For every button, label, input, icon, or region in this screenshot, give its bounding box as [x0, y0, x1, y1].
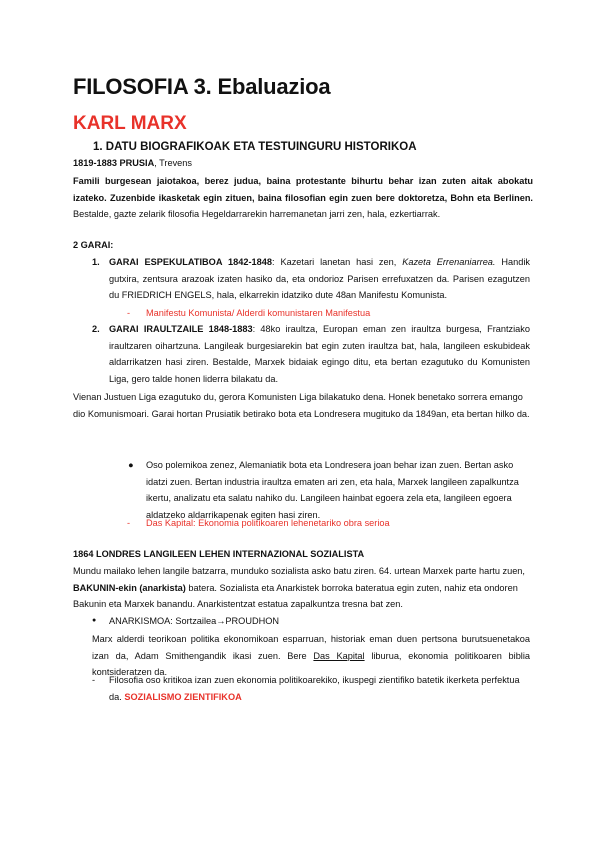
marx-text-a: Marx alderdi teorikoan politika ekonomikoan esparruan, historiak eman duen pertsona burutsuenetakoa izan da, Adam Smithengandik ikasi zuen. Bere	[92, 634, 530, 661]
list-number-2: 2.	[92, 324, 100, 334]
bullet-dot: ●	[128, 460, 134, 470]
intro-rest: Bestalde, gazte zelarik filosofia Hegeldarrarekin harremanetan jarri zen, hala, ezkertiarrak.	[73, 209, 441, 219]
dates-bold: 1819-1883 PRUSIA	[73, 158, 155, 168]
marx-text-b: liburua, ekonomia politikoaren biblia kontsideratzen da.	[92, 650, 530, 677]
viena-paragraph: Vienan Justuen Liga ezagutuko du, gerora Komunisten Liga bilakatuko dena. Honek benetako sorrera emango dio Komunismoari. Garai hortan Prusiatik betirako bota eta Londresera mugituko da 1849an, eta bertan hilko da.	[73, 392, 530, 419]
page-subtitle: KARL MARX	[73, 113, 187, 134]
list-number-1: 1.	[92, 257, 100, 267]
anarkismo-line: ANARKISMOA: Sortzailea→PROUDHON	[109, 616, 280, 626]
garai2-text: : 48ko iraultza, Europan eman zen iraultza burgesa, Frantziako iraultzaren oihartzuna. Langileak burgesiarekin bat egin zuten iraultza bat, hala, langileen eskubideak aldarrikatzen hasi ziren. Bestalde, Marxek bidaiak egingo ditu, eta bertan ezagutuko du Komunisten Liga, gero talde honen liderra bilakatu da.	[109, 324, 530, 384]
garai1-dash: -	[127, 308, 131, 318]
kapital-dash: -	[127, 518, 131, 528]
garai-heading: 2 GARAI:	[73, 240, 114, 250]
final-red: SOZIALISMO ZIENTIFIKOA	[124, 691, 242, 702]
london-text-b: batera. Sozialista eta Anarkistek borroka bateratua egin zuten, nahiz eta ondoren Bakunin eta Marxek banandu. Anarkistentzat estatua zapalkuntza tresna bat zen.	[73, 582, 518, 609]
garai1-italic: Kazeta Errenaniarrea.	[402, 257, 496, 267]
dates-rest: , Trevens	[154, 158, 192, 168]
garai2-paragraph	[109, 321, 530, 387]
final-dash: -	[92, 675, 96, 685]
page-title: FILOSOFIA 3. Ebaluazioa	[73, 74, 331, 99]
london-paragraph	[73, 563, 533, 613]
garai1-paragraph	[109, 254, 530, 304]
garai1-text-a: : Kazetari lanetan hasi zen,	[271, 257, 403, 267]
london-heading: 1864 LONDRES LANGILEEN LEHEN INTERNAZIONAL SOZIALISTA	[73, 549, 365, 559]
intro-paragraph	[73, 173, 533, 223]
section-heading: 1. DATU BIOGRAFIKOAK ETA TESTUINGURU HISTORIKOA	[93, 141, 417, 153]
garai1-text-b: Handik gutxira, zentsura arazoak izaten hasiko da, eta ondorioz Parisen errefuxatzen da. Parisen ezagutzen du FRIEDRICH ENGELS, hala, elkarrekin idatziko dute 48an Manifestu Komunista.	[109, 257, 531, 300]
bullet-paragraph: Oso polemikoa zenez, Alemaniatik bota eta Londresera joan behar izan zuen. Bertan asko idatzi zuen. Bertan industria iraultza ematen ari zen, eta hala, Marxek langileen zapalkuntza ikertu, analizatu eta salatu nahiko du. Langileen hainbat egoera zela eta, langileen egoera aldatzeko aldarrikapenak egiten hasi ziren.	[146, 460, 519, 520]
kapital-line: Das Kapital: Ekonomia politikoaren lehenetariko obra serioa	[146, 518, 390, 528]
london-bold: BAKUNIN-ekin (anarkista)	[73, 582, 186, 593]
intro-bold: Famili burgesean jaiotakoa, berez judua, baina protestante bihurtu behar izan zuten aitak abokatu izateko. Zuzenbide ikasketak egin zituen, baina filosofian egin zuen bere doktoretza, Bohn eta Berlinen.	[73, 176, 533, 203]
final-text: Filosofia oso kritikoa izan zuen ekonomia politikoarekiko, ikuspegi zientifiko batetik ikerketa perfektua da.	[109, 675, 520, 702]
anarkismo-bullet: ●	[92, 617, 97, 624]
london-text-a: Mundu mailako lehen langile batzarra, munduko sozialista asko batu ziren. 64. urtean Marxek parte hartu zuen,	[73, 566, 525, 576]
garai1-sub: Manifestu Komunista/ Alderdi komunistaren Manifestua	[146, 308, 371, 318]
garai2-bold: GARAI IRAULTZAILE 1848-1883	[109, 324, 253, 334]
final-paragraph	[109, 672, 530, 705]
garai1-bold: GARAI ESPEKULATIBOA 1842-1848	[109, 257, 272, 267]
dates-line	[73, 155, 533, 172]
marx-underline: Das Kapital	[313, 650, 365, 661]
